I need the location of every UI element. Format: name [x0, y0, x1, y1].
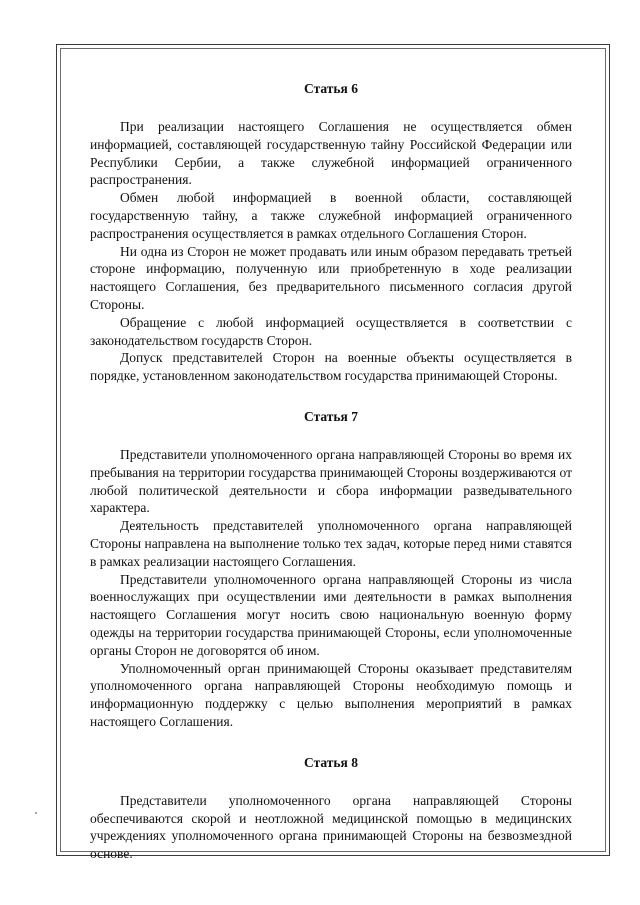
article-heading: Статья 7 — [304, 408, 358, 424]
article-heading: Статья 6 — [304, 81, 358, 96]
article-paragraph: Ни одна из Сторон не может продавать или иным образом передавать третьей стороне информацию, полученную или приобретенную в ходе реализации настоящего Соглашения, без предварительного письменного согласия другой Стороны. — [90, 243, 572, 312]
article-7 — [90, 408, 572, 731]
article-paragraph: Обращение с любой информацией осуществляется в соответствии с законодательством государств Сторон. — [90, 314, 572, 348]
article-paragraph: Представители уполномоченного органа направляющей Стороны во время их пребывания на территории государства принимающей Стороны воздерживаются от любой политической деятельности и сбора информации разведывательного характера. — [90, 446, 572, 516]
article-paragraph: Обмен любой информацией в военной области, составляющей государственную тайну, а также служебной информацией ограниченного распространения осуществляется в рамках отдельного Соглашения Сторон. — [90, 190, 572, 241]
article-paragraph: Деятельность представителей уполномоченного органа направляющей Стороны направлена на выполнение только тех задач, которые перед ними ставятся в рамках реализации настоящего Соглашения. — [90, 518, 572, 569]
article-paragraph: Представители уполномоченного органа направляющей Стороны обеспечиваются скорой и неотложной медицинской помощью в медицинских учреждениях уполномоченного органа принимающей Стороны на безвозмездной основе. — [90, 792, 572, 862]
article-8 — [90, 754, 572, 863]
document-body — [90, 78, 572, 863]
article-paragraph: Представители уполномоченного органа направляющей Стороны из числа военнослужащих при осуществлении ими деятельности в рамках выполнения настоящего Соглашения могут носить свою национальную военную форму одежды на территории государства принимающей Стороны, если уполномоченные органы Сторон не договорятся об ином. — [90, 571, 572, 658]
article-paragraph: Допуск представителей Сторон на военные объекты осуществляется в порядке, установленном законодательством государства принимающей Стороны. — [90, 350, 572, 384]
article-paragraph: Уполномоченный орган принимающей Стороны оказывает представителям уполномоченного органа направляющей Стороны необходимую помощь и информационную поддержку с целью выполнения мероприятий в рамках настоящего Соглашения. — [90, 660, 572, 729]
article-heading: Статья 8 — [304, 754, 358, 770]
article-6 — [90, 80, 572, 385]
article-paragraph: При реализации настоящего Соглашения не осуществляется обмен информацией, составляющей государственную тайну Российской Федерации или Республики Сербии, а также служебной информацией ограниченного распространения. — [90, 119, 572, 188]
scan-speck — [35, 812, 37, 814]
